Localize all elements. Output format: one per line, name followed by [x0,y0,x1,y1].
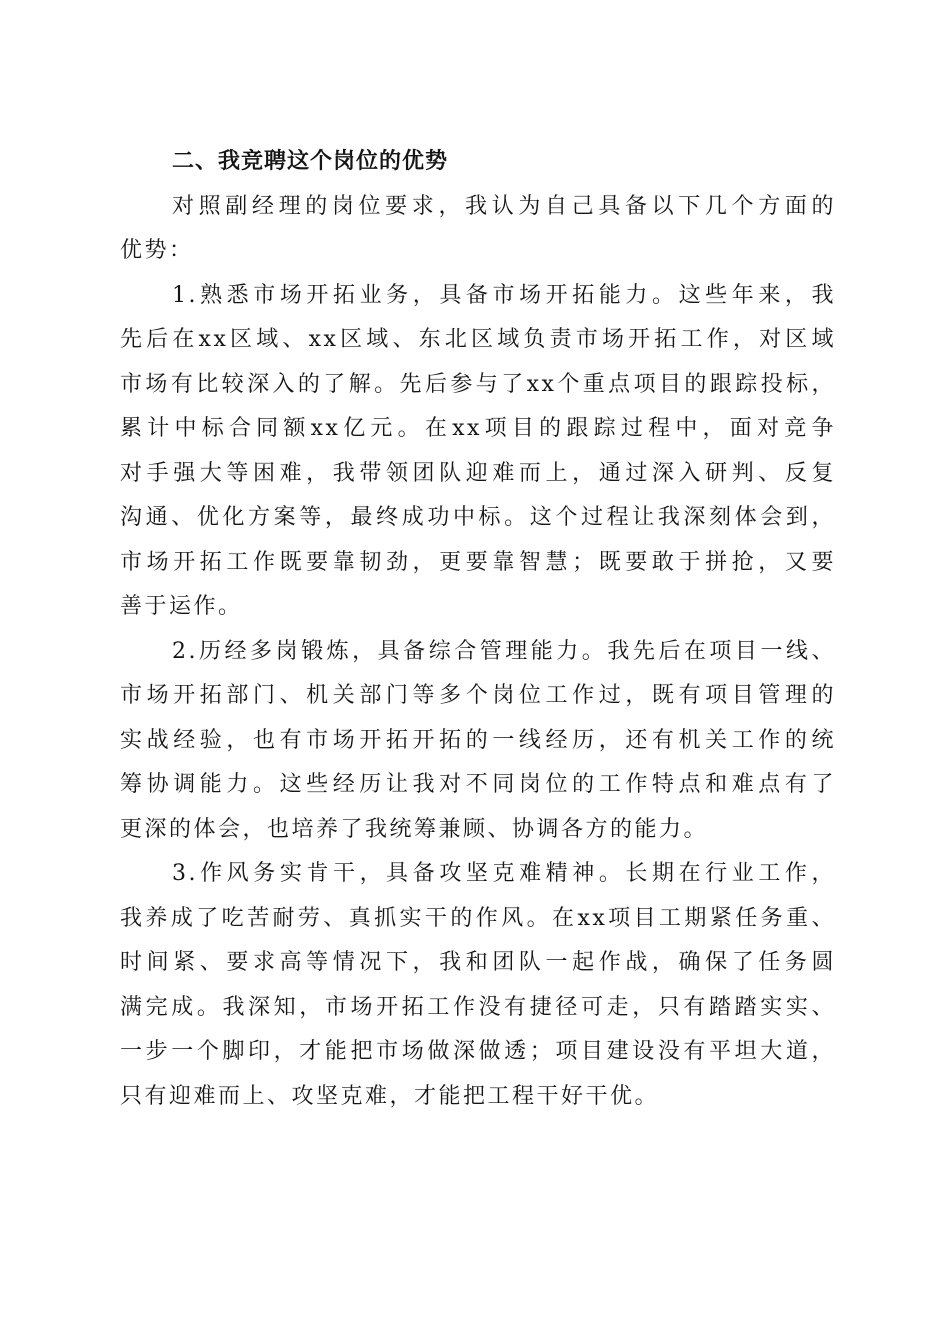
paragraph-line: 市场开拓工作既要靠韧劲，更要靠智慧；既要敢于拼抢，又要 [120,549,836,575]
paragraph-point-3 [120,852,836,1119]
paragraph-line: 时间紧、要求高等情况下，我和团队一起作战，确保了任务圆 [120,950,836,975]
paragraph-intro [120,185,836,274]
paragraph-line: 2.历经多岗锻炼，具备综合管理能力。我先后在项目一线、 [172,638,836,664]
paragraph-line: 善于运作。 [120,594,243,619]
paragraph-line: 我养成了吃苦耐劳、真抓实干的作风。在xx项目工期紧任务重、 [120,905,836,931]
paragraph-line: 1.熟悉市场开拓业务，具备市场开拓能力。这些年来，我 [172,282,836,308]
paragraph-point-2 [120,630,836,853]
paragraph-line: 一步一个脚印，才能把市场做深做透；项目建设没有平坦大道， [120,1039,836,1064]
paragraph-line: 沟通、优化方案等，最终成功中标。这个过程让我深刻体会到， [120,505,836,530]
paragraph-line: 满完成。我深知，市场开拓工作没有捷径可走，只有踏踏实实、 [120,994,836,1020]
paragraph-line: 只有迎难而上、攻坚克难，才能把工程干好干优。 [120,1083,660,1109]
paragraph-line: 更深的体会，也培养了我统筹兼顾、协调各方的能力。 [120,816,709,842]
paragraph-line: 3.作风务实肯干，具备攻坚克难精神。长期在行业工作， [172,861,836,886]
paragraph-line: 筹协调能力。这些经历让我对不同岗位的工作特点和难点有了 [120,772,836,797]
paragraph-point-1 [120,274,836,630]
paragraph-line: 对手强大等困难，我带领团队迎难而上，通过深入研判、反复 [120,460,836,486]
paragraph-line: 累计中标合同额xx亿元。在xx项目的跟踪过程中，面对竞争 [120,416,836,441]
document-body [120,140,836,1119]
section-heading: 二、我竞聘这个岗位的优势 [172,149,449,174]
paragraph-line: 对照副经理的岗位要求，我认为自己具备以下几个方面的 [172,193,836,219]
paragraph-line: 先后在xx区域、xx区域、东北区域负责市场开拓工作，对区域 [120,327,836,352]
paragraph-line: 优势： [120,238,194,263]
paragraph-line: 实战经验，也有市场开拓开拓的一线经历，还有机关工作的统 [120,727,836,753]
paragraph-line: 市场有比较深入的了解。先后参与了xx个重点项目的跟踪投标， [120,371,836,397]
paragraph-line: 市场开拓部门、机关部门等多个岗位工作过，既有项目管理的 [120,683,836,708]
